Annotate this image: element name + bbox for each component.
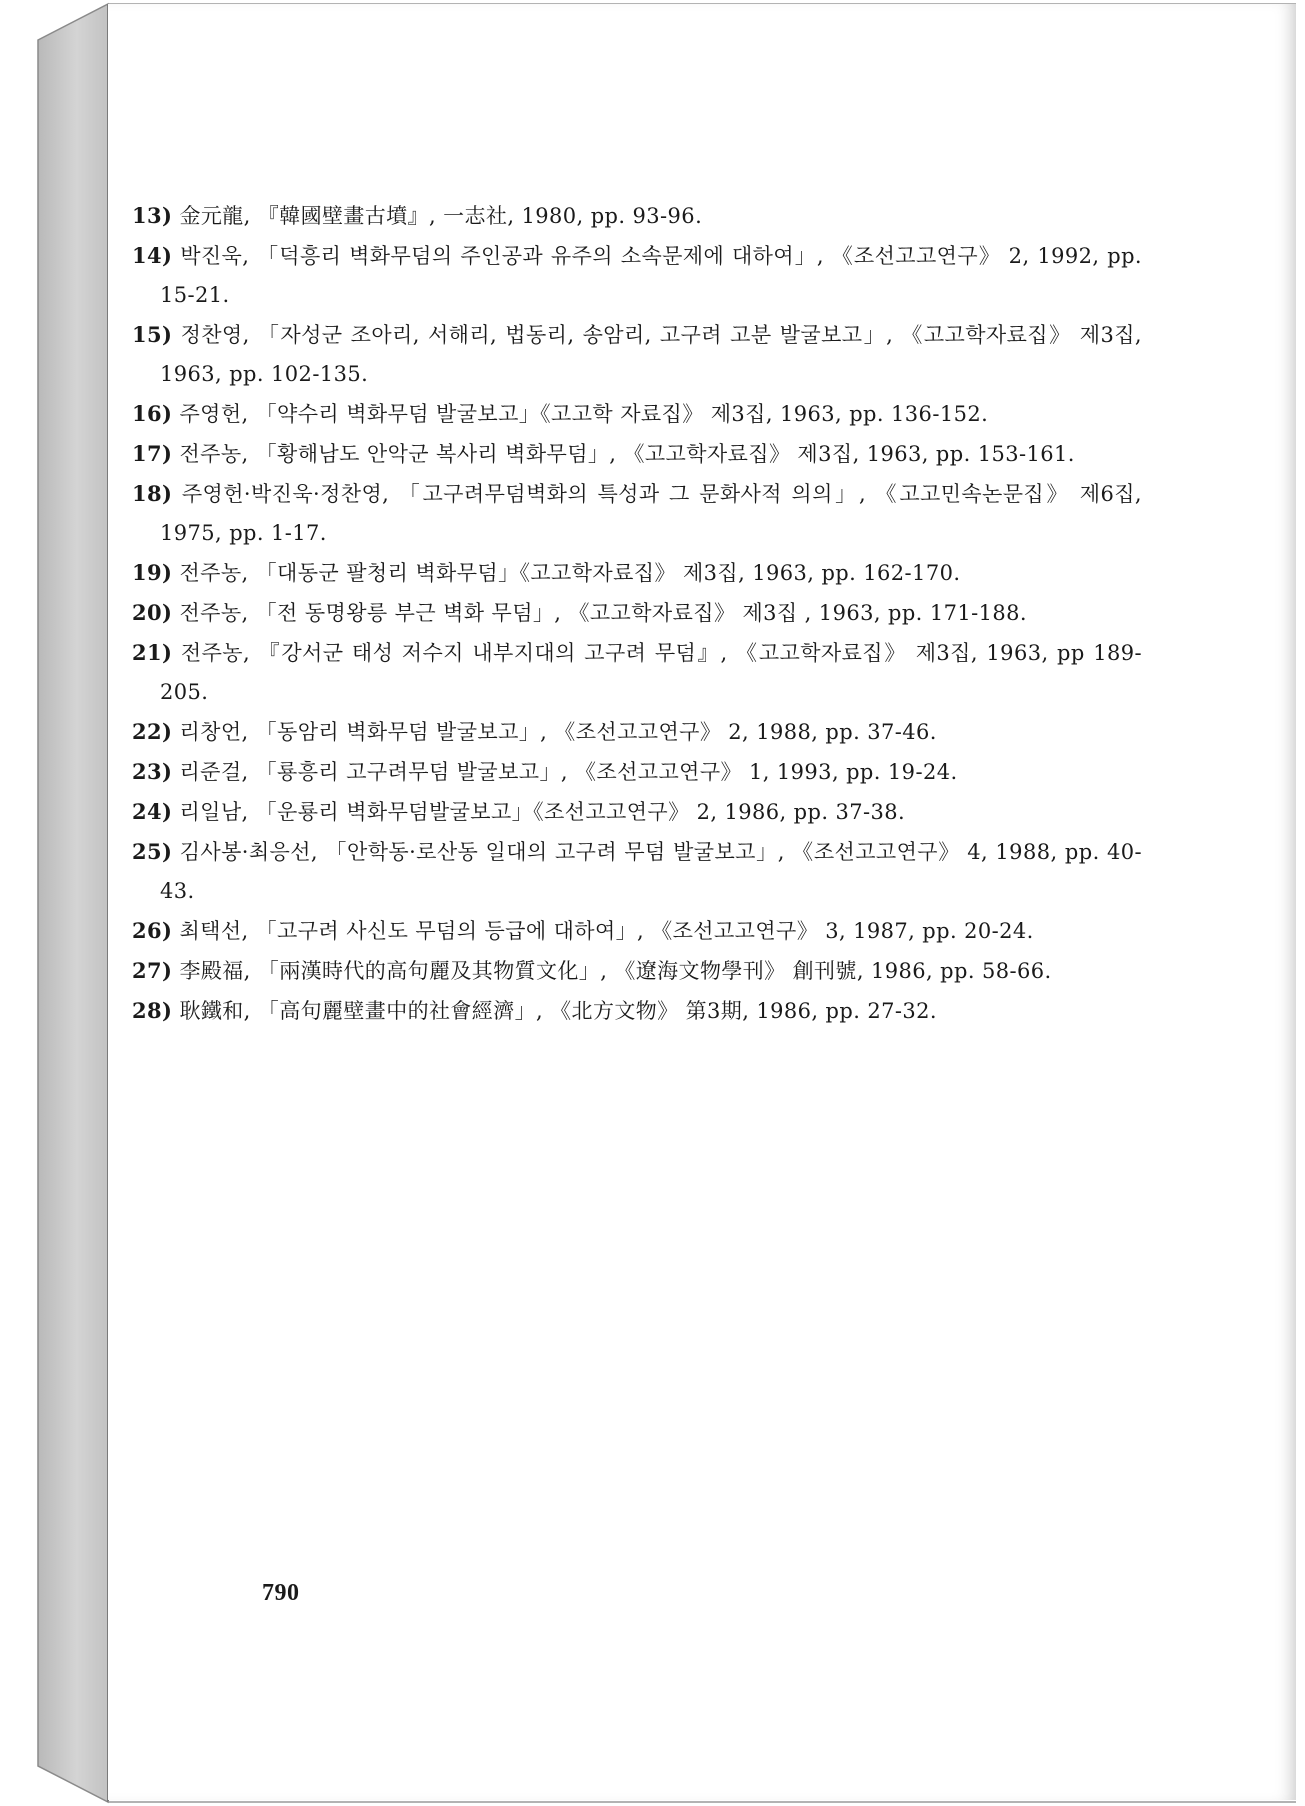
footnote-text: 金元龍, 『韓國壁畫古墳』, 一志社, 1980, pp. 93-96. — [179, 204, 703, 228]
footnote-number: 19) — [132, 560, 173, 585]
footnote-item — [132, 911, 1142, 951]
footnote-text: 리창언, 「동암리 벽화무덤 발굴보고」, 《조선고고연구》 2, 1988, pp. 37-46. — [179, 720, 937, 744]
footnote-text: 전주농, 『강서군 태성 저수지 내부지대의 고구려 무덤』, 《고고학자료집》 제3집, 1963, pp 189-205. — [160, 641, 1143, 704]
footnote-text: 李殿福, 「兩漢時代的高句麗及其物質文化」, 《遼海文物學刊》 創刊號, 1986, pp. 58-66. — [179, 959, 1052, 983]
footnote-text: 박진욱, 「덕흥리 벽화무덤의 주인공과 유주의 소속문제에 대하여」, 《조선고고연구》 2, 1992, pp. 15-21. — [160, 244, 1143, 307]
footnote-number: 21) — [132, 640, 173, 665]
footnote-item — [132, 951, 1142, 991]
footnote-number: 18) — [132, 481, 173, 506]
page-number: 790 — [262, 1580, 300, 1606]
footnote-text: 리준걸, 「룡흥리 고구려무덤 발굴보고」, 《조선고고연구》 1, 1993, pp. 19-24. — [179, 760, 958, 784]
footnote-text: 주영헌·박진욱·정찬영, 「고구려무덤벽화의 특성과 그 문화사적 의의」, 《고고민속논문집》 제6집, 1975, pp. 1-17. — [160, 482, 1142, 545]
footnote-number: 16) — [132, 401, 173, 426]
footnote-number: 25) — [132, 839, 173, 864]
footnote-text: 리일남, 「운룡리 벽화무덤발굴보고」《조선고고연구》 2, 1986, pp. 37-38. — [179, 800, 906, 824]
footnote-number: 27) — [132, 958, 173, 983]
footnote-item — [132, 752, 1142, 792]
footnote-item — [132, 991, 1142, 1031]
footnote-text: 전주농, 「황해남도 안악군 복사리 벽화무덤」, 《고고학자료집》 제3집, 1963, pp. 153-161. — [179, 442, 1075, 466]
footnote-number: 14) — [132, 243, 173, 268]
footnote-number: 20) — [132, 600, 173, 625]
footnote-item — [132, 593, 1142, 633]
footnote-item — [132, 633, 1142, 712]
footnote-item — [132, 236, 1142, 315]
footnote-text: 전주농, 「대동군 팔청리 벽화무덤」《고고학자료집》 제3집, 1963, pp. 162-170. — [179, 561, 961, 585]
footnote-text: 주영헌, 「약수리 벽화무덤 발굴보고」《고고학 자료집》 제3집, 1963, pp. 136-152. — [179, 402, 989, 426]
footnote-text: 耿鐵和, 「高句麗壁畫中的社會經濟」, 《北方文物》 第3期, 1986, pp. 27-32. — [179, 999, 937, 1023]
footnote-list — [132, 196, 1142, 1031]
footnote-item — [132, 832, 1142, 911]
footnote-number: 23) — [132, 759, 173, 784]
footnote-number: 17) — [132, 441, 173, 466]
footnote-item — [132, 434, 1142, 474]
footnote-item — [132, 553, 1142, 593]
footnote-text: 최택선, 「고구려 사신도 무덤의 등급에 대하여」, 《조선고고연구》 3, 1987, pp. 20-24. — [179, 919, 1034, 943]
footnote-number: 26) — [132, 918, 173, 943]
footnote-text: 전주농, 「전 동명왕릉 부근 벽화 무덤」, 《고고학자료집》 제3집 , 1963, pp. 171-188. — [179, 601, 1027, 625]
footnote-item — [132, 196, 1142, 236]
footnote-text: 정찬영, 「자성군 조아리, 서해리, 법동리, 송암리, 고구려 고분 발굴보고」, 《고고학자료집》 제3집, 1963, pp. 102-135. — [160, 323, 1142, 386]
footnote-item — [132, 394, 1142, 434]
footnote-number: 15) — [132, 322, 173, 347]
footnote-number: 22) — [132, 719, 173, 744]
footnote-item — [132, 474, 1142, 553]
footnote-item — [132, 712, 1142, 752]
footnote-item — [132, 792, 1142, 832]
footnote-number: 13) — [132, 203, 173, 228]
footnote-text: 김사봉·최응선, 「안학동·로산동 일대의 고구려 무덤 발굴보고」, 《조선고고연구》 4, 1988, pp. 40-43. — [160, 840, 1143, 903]
footnote-number: 24) — [132, 799, 173, 824]
footnote-number: 28) — [132, 998, 173, 1023]
footnote-item — [132, 315, 1142, 394]
